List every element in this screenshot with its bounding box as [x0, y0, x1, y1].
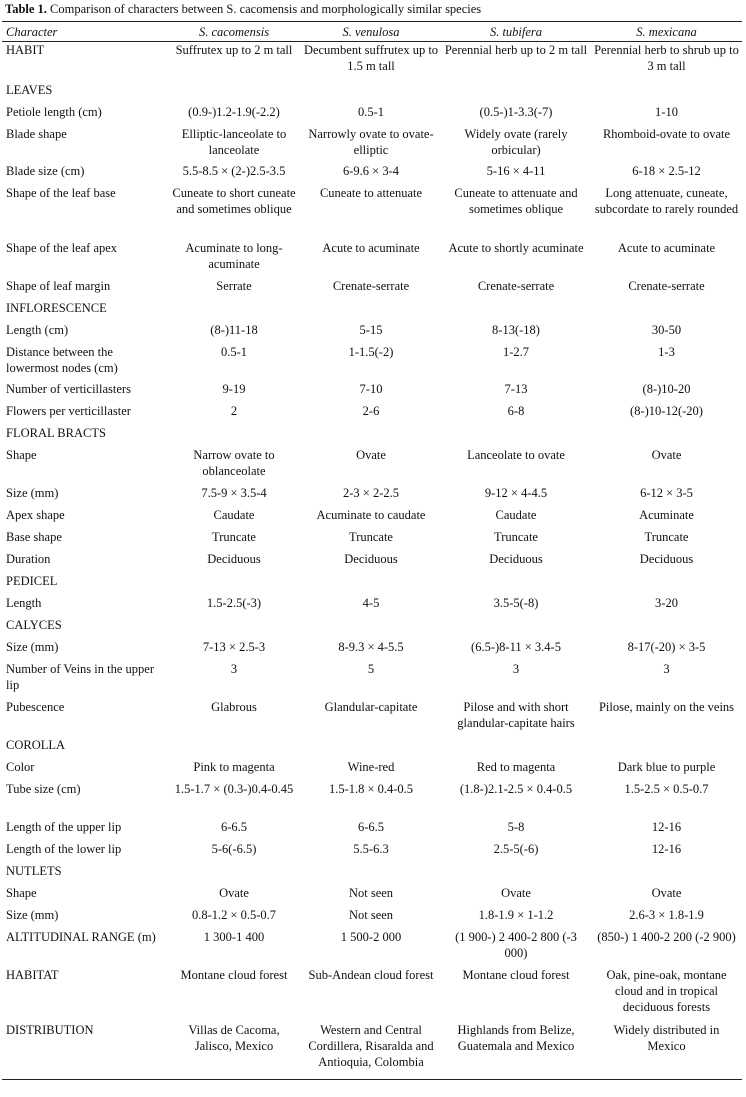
- character-cell: Tube size (cm): [6, 781, 81, 796]
- section-label: FLORAL BRACTS: [6, 425, 106, 440]
- s-venulosa-cell: Truncate: [349, 529, 393, 544]
- table-row: [2, 529, 742, 551]
- s-tubifera-cell: Cuneate to attenuate and sometimes oblique: [454, 185, 578, 216]
- s-tubifera-cell: Lanceolate to ovate: [467, 447, 565, 462]
- section-row: [2, 737, 742, 759]
- section-label: LEAVES: [6, 82, 53, 97]
- s-cacomensis-cell: Deciduous: [207, 551, 261, 566]
- table-row: [2, 126, 742, 163]
- s-mexicana-cell: (850-) 1 400-2 200 (-2 900): [597, 929, 736, 944]
- table-row: [2, 699, 742, 737]
- s-cacomensis-cell: (0.9-)1.2-1.9(-2.2): [188, 104, 280, 119]
- s-mexicana-cell: (8-)10-12(-20): [630, 403, 703, 418]
- section-row: [2, 617, 742, 639]
- s-mexicana-cell: Truncate: [644, 529, 689, 544]
- s-venulosa-cell: Sub-Andean cloud forest: [308, 967, 434, 982]
- s-venulosa-cell: 5.5-6.3: [353, 841, 389, 856]
- s-cacomensis-cell: Montane cloud forest: [180, 967, 288, 982]
- character-cell: Size (mm): [6, 907, 59, 922]
- s-venulosa-cell: 1 500-2 000: [340, 929, 402, 944]
- character-cell: Shape: [6, 447, 37, 462]
- table-row: [2, 322, 742, 344]
- character-cell: Shape: [6, 885, 37, 900]
- s-tubifera-cell: Montane cloud forest: [462, 967, 570, 982]
- character-cell: Pubescence: [6, 699, 65, 714]
- s-mexicana-cell: 1.5-2.5 × 0.5-0.7: [624, 781, 709, 796]
- s-cacomensis-cell: Serrate: [216, 278, 252, 293]
- s-venulosa-cell: Not seen: [348, 907, 394, 922]
- table-row: [2, 1022, 742, 1080]
- character-cell: HABITAT: [6, 967, 59, 982]
- s-cacomensis-cell: Caudate: [213, 507, 255, 522]
- s-tubifera-cell: (6.5-)8-11 × 3.4-5: [471, 639, 561, 654]
- table-caption-label: Table 1.: [5, 2, 47, 16]
- s-tubifera-cell: Pilose and with short glandular-capitate hairs: [457, 699, 575, 730]
- s-venulosa-cell: Acute to acuminate: [322, 240, 420, 255]
- character-cell: Blade shape: [6, 126, 67, 141]
- s-mexicana-cell: Ovate: [651, 885, 682, 900]
- character-cell: Number of Veins in the upper lip: [6, 661, 155, 692]
- s-cacomensis-cell: Ovate: [219, 885, 249, 900]
- s-mexicana-cell: Perennial herb to shrub up to 3 m tall: [594, 43, 739, 73]
- s-venulosa-cell: 5-15: [359, 322, 383, 337]
- table-row: [2, 595, 742, 617]
- character-cell: DISTRIBUTION: [2, 1022, 167, 1080]
- s-cacomensis-cell: Glabrous: [211, 699, 257, 714]
- s-venulosa-cell: Not seen: [348, 885, 394, 900]
- s-venulosa-cell: 1-1.5(-2): [348, 344, 394, 359]
- section-row: [2, 573, 742, 595]
- table-row: [2, 781, 742, 819]
- table-row: [2, 551, 742, 573]
- character-cell: Flowers per verticillaster: [6, 403, 131, 418]
- s-venulosa-cell: 0.5-1: [357, 104, 385, 119]
- s-tubifera-cell: 1-2.7: [502, 344, 530, 359]
- s-mexicana-cell: Dark blue to purple: [617, 759, 716, 774]
- s-tubifera-cell: Acute to shortly acuminate: [448, 240, 584, 255]
- character-cell: HABIT: [6, 43, 45, 57]
- s-mexicana-cell: (8-)10-20: [642, 381, 691, 396]
- s-venulosa-cell: Wine-red: [347, 759, 395, 774]
- table-body: [2, 42, 742, 1080]
- character-cell: Size (mm): [6, 639, 59, 654]
- s-mexicana-cell: Acute to acuminate: [617, 240, 716, 255]
- section-label: NUTLETS: [6, 863, 62, 878]
- s-venulosa-cell: 5: [367, 661, 375, 676]
- table-row: [2, 403, 742, 425]
- table-row: [2, 929, 742, 967]
- s-cacomensis-cell: Pink to magenta: [193, 759, 275, 774]
- s-mexicana-cell: 3: [663, 661, 670, 676]
- s-venulosa-cell: 6-6.5: [357, 819, 385, 834]
- s-mexicana-cell: Deciduous: [639, 551, 694, 566]
- character-cell: Duration: [6, 551, 51, 566]
- s-venulosa-cell: Decumbent suffrutex up to 1.5 m tall: [303, 43, 439, 73]
- character-cell: Distance between the lowermost nodes (cm): [6, 344, 118, 375]
- s-mexicana-cell: Oak, pine-oak, montane cloud and in tropical deciduous forests: [606, 967, 727, 1014]
- character-cell: Apex shape: [6, 507, 65, 522]
- table-row: [2, 42, 742, 82]
- character-cell: Color: [6, 759, 35, 774]
- character-cell: Shape of the leaf base: [6, 185, 116, 200]
- s-mexicana-cell: 6-12 × 3-5: [640, 485, 693, 500]
- s-venulosa-cell: 1.5-1.8 × 0.4-0.5: [328, 781, 414, 796]
- s-cacomensis-cell: Narrow ovate to oblanceolate: [193, 447, 275, 478]
- table-row: [2, 967, 742, 1022]
- table-row: [2, 759, 742, 781]
- section-row: [2, 82, 742, 104]
- table-row: [2, 344, 742, 381]
- character-cell: Number of verticillasters: [6, 381, 131, 396]
- s-tubifera-cell: Ovate: [501, 885, 531, 900]
- section-label: INFLORESCENCE: [6, 300, 107, 315]
- s-cacomensis-cell: 1.5-2.5(-3): [206, 595, 262, 610]
- s-mexicana-cell: 12-16: [651, 841, 682, 856]
- s-mexicana-cell: 3-20: [655, 595, 678, 610]
- character-cell: Petiole length (cm): [6, 104, 102, 119]
- table-row: [2, 104, 742, 126]
- s-tubifera-cell: 3.5-5(-8): [493, 595, 539, 610]
- s-cacomensis-cell: 0.8-1.2 × 0.5-0.7: [191, 907, 277, 922]
- s-venulosa-cell: 2-3 × 2-2.5: [343, 485, 399, 500]
- s-cacomensis-cell: Villas de Cacoma, Jalisco, Mexico: [167, 1022, 301, 1080]
- s-tubifera-cell: Widely ovate (rarely orbicular): [464, 126, 568, 157]
- table-row: [2, 819, 742, 841]
- s-cacomensis-cell: 6-6.5: [220, 819, 248, 834]
- s-mexicana-cell: Long attenuate, cuneate, subcordate to rarely rounded: [594, 185, 739, 216]
- table-header: [2, 22, 742, 42]
- character-cell: Size (mm): [6, 485, 59, 500]
- table-row: [2, 841, 742, 863]
- s-mexicana-cell: Widely distributed in Mexico: [591, 1022, 742, 1080]
- s-tubifera-cell: 7-13: [504, 381, 528, 396]
- s-tubifera-cell: Red to magenta: [476, 759, 556, 774]
- table-row: [2, 185, 742, 240]
- character-cell: ALTITUDINAL RANGE (m): [6, 929, 156, 944]
- table-row: [2, 163, 742, 185]
- character-cell: Length of the lower lip: [6, 841, 122, 856]
- s-tubifera-cell: Truncate: [494, 529, 538, 544]
- s-cacomensis-cell: Suffrutex up to 2 m tall: [175, 43, 293, 57]
- table-caption-text: Comparison of characters between S. cacomensis and morphologically similar species: [50, 2, 482, 16]
- s-venulosa-cell: 8-9.3 × 4-5.5: [338, 639, 404, 654]
- s-tubifera-cell: 6-8: [507, 403, 525, 418]
- s-cacomensis-cell: 1.5-1.7 × (0.3-)0.4-0.45: [174, 781, 294, 796]
- s-venulosa-cell: Narrowly ovate to ovate-elliptic: [308, 126, 434, 157]
- s-venulosa-cell: Crenate-serrate: [332, 278, 410, 293]
- s-venulosa-cell: 6-9.6 × 3-4: [343, 163, 399, 178]
- header-character: Character: [2, 22, 167, 42]
- s-mexicana-cell: 2.6-3 × 1.8-1.9: [629, 907, 704, 922]
- s-tubifera-cell: (0.5-)1-3.3(-7): [479, 104, 553, 119]
- s-tubifera-cell: 8-13(-18): [492, 322, 540, 337]
- comparison-table: [2, 21, 742, 1080]
- s-cacomensis-cell: 5.5-8.5 × (2-)2.5-3.5: [182, 163, 286, 178]
- s-tubifera-cell: Caudate: [495, 507, 537, 522]
- section-row: [2, 300, 742, 322]
- header-s-cacomensis: S. cacomensis: [167, 22, 301, 42]
- s-mexicana-cell: 8-17(-20) × 3-5: [627, 639, 706, 654]
- s-mexicana-cell: 12-16: [651, 819, 682, 834]
- s-mexicana-cell: Ovate: [651, 447, 682, 462]
- character-cell: Base shape: [6, 529, 62, 544]
- s-venulosa-cell: 4-5: [362, 595, 380, 610]
- s-cacomensis-cell: (8-)11-18: [210, 322, 258, 337]
- s-venulosa-cell: 2-6: [362, 403, 380, 418]
- character-cell: Blade size (cm): [6, 163, 85, 178]
- s-cacomensis-cell: Cuneate to short cuneate and sometimes oblique: [172, 185, 296, 216]
- character-cell: Length (cm): [6, 322, 69, 337]
- table-row: [2, 885, 742, 907]
- s-tubifera-cell: Perennial herb up to 2 m tall: [444, 43, 588, 57]
- s-mexicana-cell: Acuminate: [639, 507, 694, 522]
- s-tubifera-cell: 5-16 × 4-11: [486, 163, 546, 178]
- s-venulosa-cell: Deciduous: [344, 551, 398, 566]
- s-mexicana-cell: Crenate-serrate: [628, 278, 705, 293]
- section-label: PEDICEL: [6, 573, 58, 588]
- s-mexicana-cell: Pilose, mainly on the veins: [598, 699, 735, 714]
- s-venulosa-cell: Glandular-capitate: [324, 699, 418, 714]
- s-venulosa-cell: Acuminate to caudate: [316, 507, 426, 522]
- s-tubifera-cell: 9-12 × 4-4.5: [484, 485, 548, 500]
- s-mexicana-cell: 30-50: [651, 322, 682, 337]
- table-row: [2, 507, 742, 529]
- character-cell: Shape of leaf margin: [6, 278, 111, 293]
- s-tubifera-cell: (1.8-)2.1-2.5 × 0.4-0.5: [459, 781, 573, 796]
- s-cacomensis-cell: Truncate: [212, 529, 256, 544]
- s-cacomensis-cell: 3: [230, 661, 238, 676]
- character-cell: Length: [6, 595, 42, 610]
- s-venulosa-cell: Ovate: [356, 447, 386, 462]
- s-venulosa-cell: Cuneate to attenuate: [319, 185, 423, 200]
- section-row: [2, 863, 742, 885]
- s-cacomensis-cell: 9-19: [222, 381, 246, 396]
- section-label: CALYCES: [6, 617, 62, 632]
- table-row: [2, 661, 742, 699]
- s-cacomensis-cell: 0.5-1: [220, 344, 248, 359]
- s-tubifera-cell: 1.8-1.9 × 1-1.2: [478, 907, 554, 922]
- s-mexicana-cell: Rhomboid-ovate to ovate: [602, 126, 731, 141]
- table-row: [2, 485, 742, 507]
- s-tubifera-cell: Crenate-serrate: [477, 278, 555, 293]
- s-mexicana-cell: 6-18 × 2.5-12: [632, 163, 701, 178]
- header-s-mexicana: S. mexicana: [591, 22, 742, 42]
- table-row: [2, 447, 742, 485]
- s-tubifera-cell: Deciduous: [489, 551, 543, 566]
- s-tubifera-cell: 2.5-5(-6): [493, 841, 539, 856]
- header-s-venulosa: S. venulosa: [301, 22, 441, 42]
- section-label: COROLLA: [6, 737, 66, 752]
- s-mexicana-cell: 1-10: [655, 104, 678, 119]
- table-row: [2, 381, 742, 403]
- s-venulosa-cell: Western and Central Cordillera, Risaralda and Antioquia, Colombia: [301, 1022, 441, 1080]
- s-tubifera-cell: 5-8: [507, 819, 525, 834]
- s-cacomensis-cell: 7-13 × 2.5-3: [202, 639, 266, 654]
- table-row: [2, 240, 742, 278]
- s-venulosa-cell: 7-10: [359, 381, 383, 396]
- header-s-tubifera: S. tubifera: [441, 22, 591, 42]
- table-row: [2, 907, 742, 929]
- table-caption: [5, 1, 741, 17]
- s-mexicana-cell: 1-3: [658, 344, 675, 359]
- s-tubifera-cell: Highlands from Belize, Guatemala and Mexico: [441, 1022, 591, 1080]
- s-cacomensis-cell: Acuminate to long-acuminate: [185, 240, 283, 271]
- table-row: [2, 278, 742, 300]
- table-row: [2, 639, 742, 661]
- s-cacomensis-cell: Elliptic-lanceolate to lanceolate: [181, 126, 287, 157]
- s-tubifera-cell: 3: [512, 661, 520, 676]
- character-cell: Length of the upper lip: [6, 819, 122, 834]
- s-cacomensis-cell: 5-6(-6.5): [211, 841, 257, 856]
- character-cell: Shape of the leaf apex: [6, 240, 118, 255]
- section-row: [2, 425, 742, 447]
- s-cacomensis-cell: 2: [230, 403, 238, 418]
- s-cacomensis-cell: 1 300-1 400: [203, 929, 265, 944]
- s-tubifera-cell: (1 900-) 2 400-2 800 (-3 000): [455, 929, 577, 960]
- s-cacomensis-cell: 7.5-9 × 3.5-4: [201, 485, 267, 500]
